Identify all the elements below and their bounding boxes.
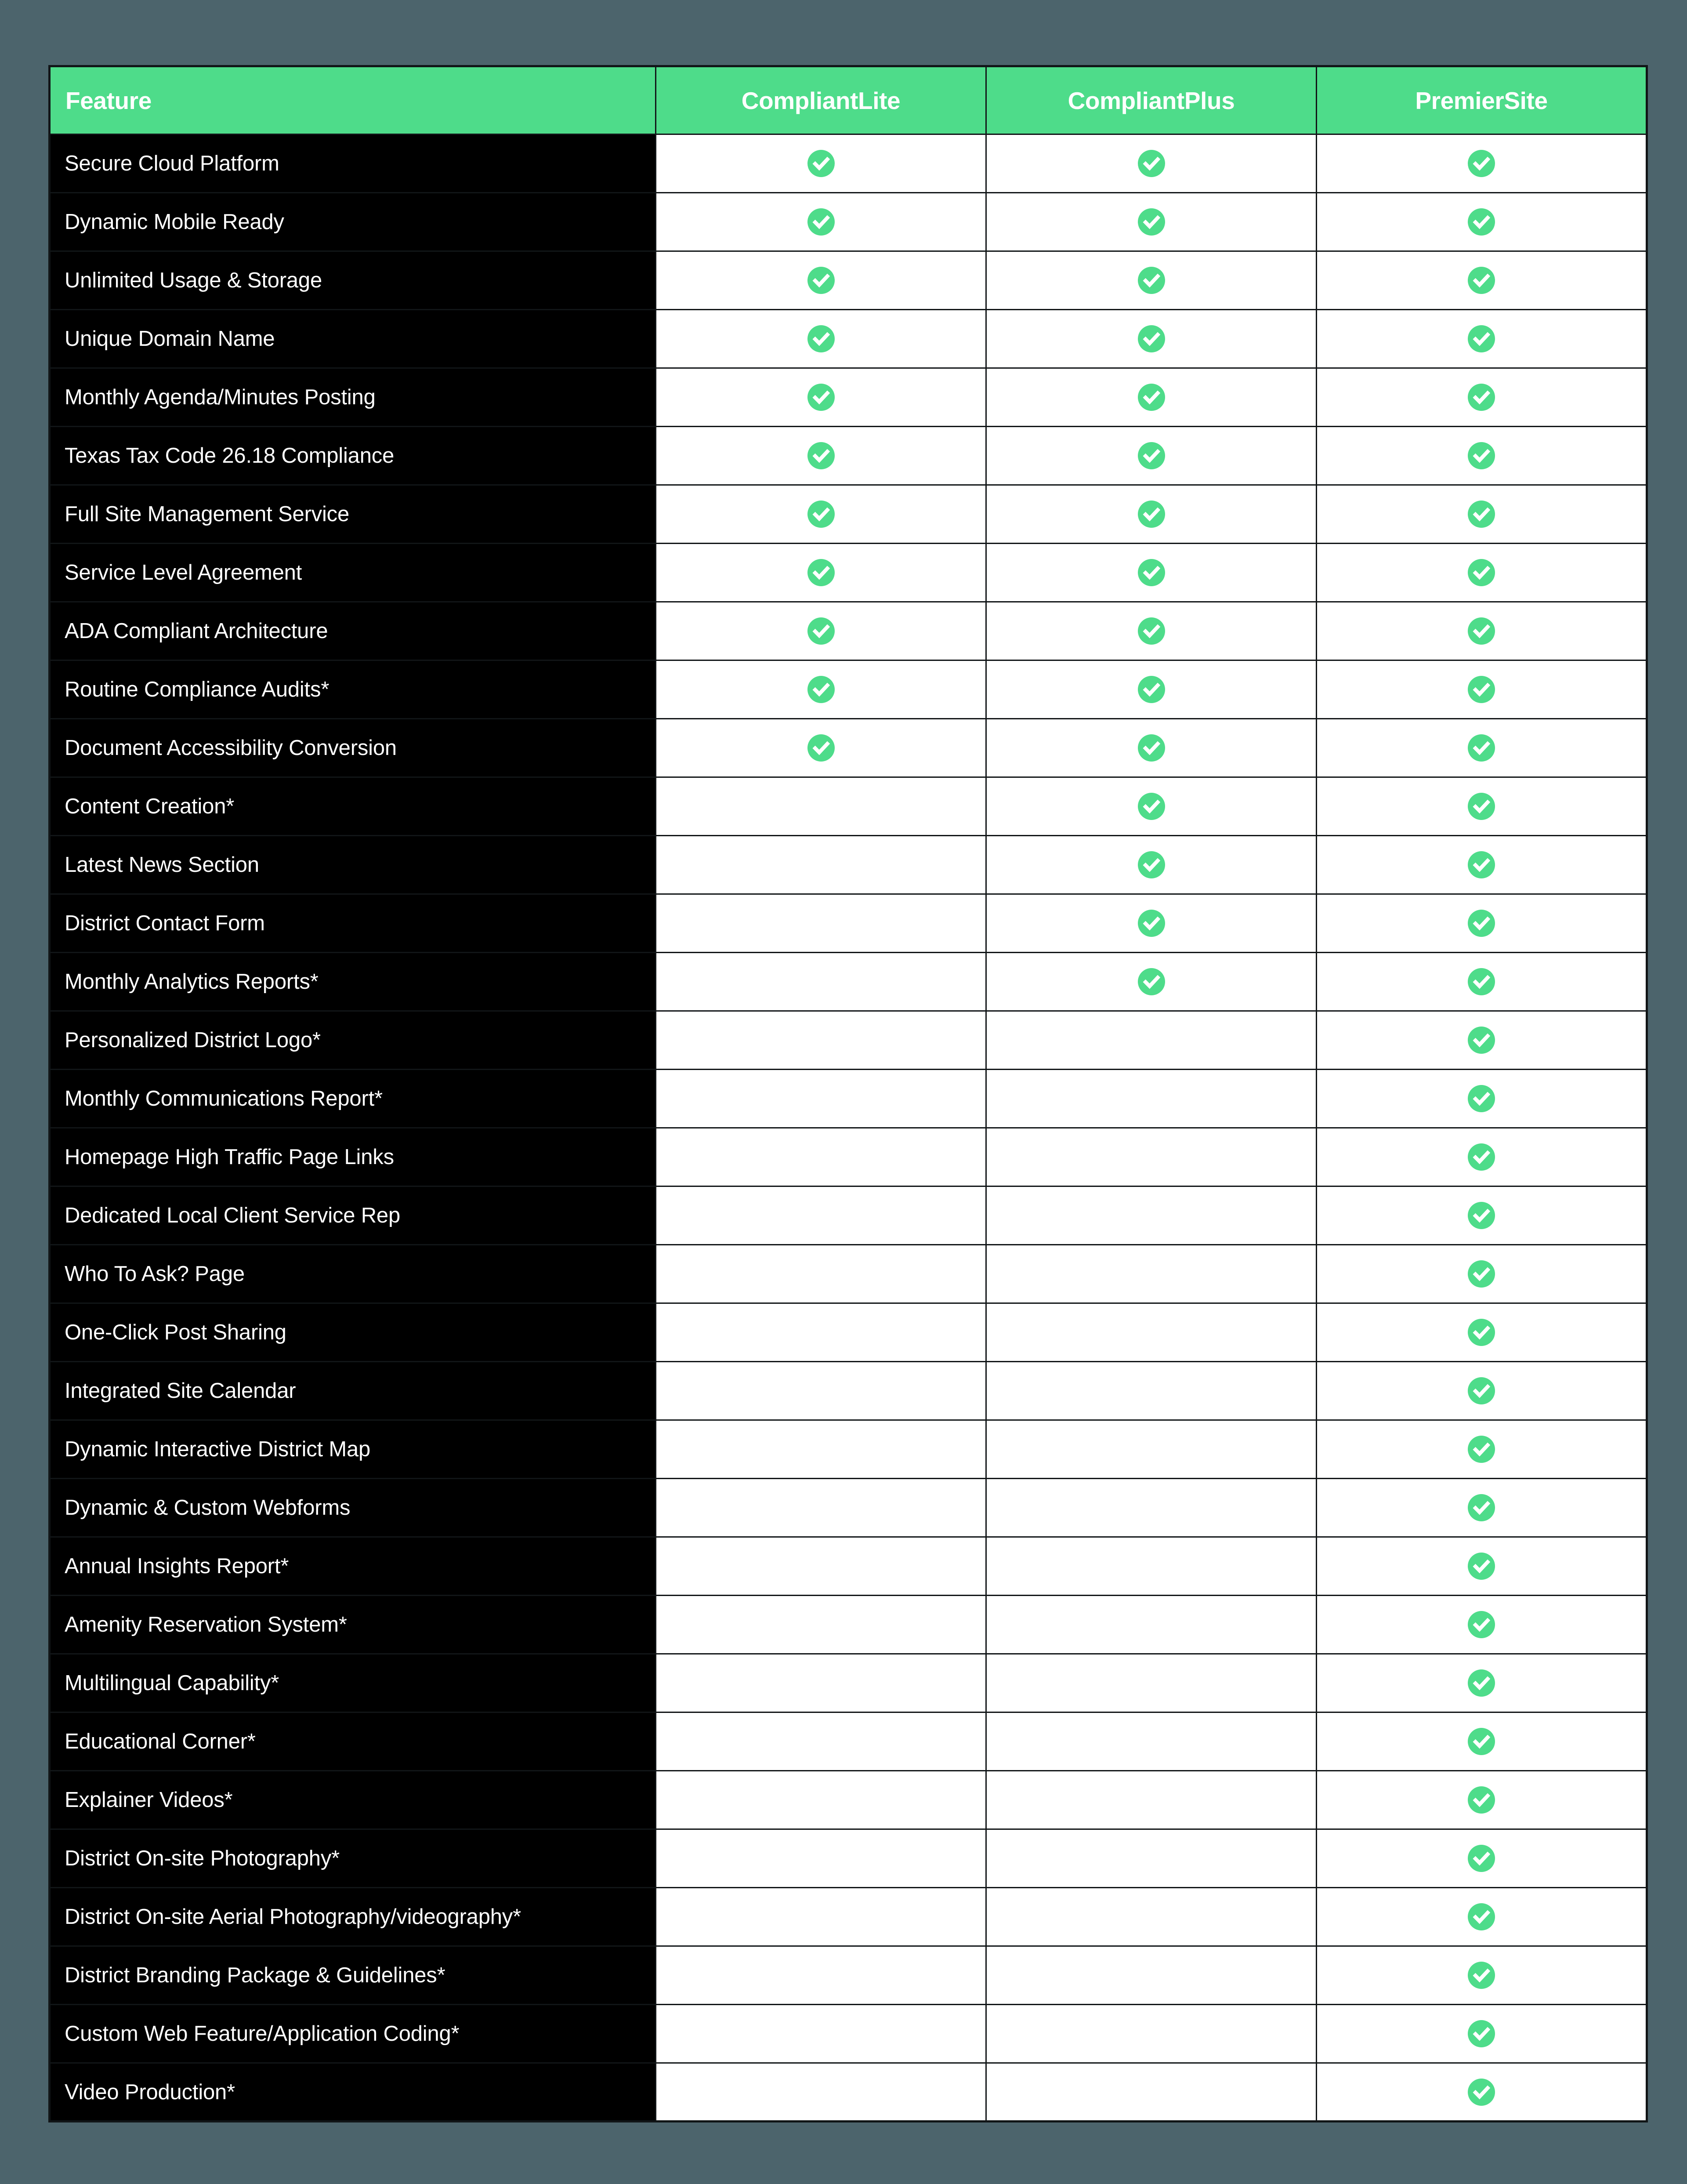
- check-circle-icon: [1468, 1962, 1495, 1989]
- availability-cell-compliantlite: [656, 1596, 986, 1654]
- check-circle-icon: [1468, 267, 1495, 294]
- availability-cell-compliantlite: [656, 544, 986, 602]
- availability-cell-compliantplus: [986, 1888, 1317, 1946]
- table-row: [50, 1479, 1647, 1537]
- table-row: [50, 953, 1647, 1011]
- availability-cell-compliantplus: [986, 1070, 1317, 1128]
- table-row: [50, 251, 1647, 310]
- table-row: [50, 485, 1647, 544]
- table-row: [50, 836, 1647, 894]
- check-circle-icon: [1468, 1143, 1495, 1171]
- availability-cell-compliantlite: [656, 1420, 986, 1479]
- check-circle-icon: [807, 559, 835, 586]
- feature-label-cell: District On-site Photography*: [50, 1829, 656, 1888]
- table-row: [50, 894, 1647, 953]
- check-circle-icon: [807, 384, 835, 411]
- feature-label-cell: Monthly Agenda/Minutes Posting: [50, 368, 656, 427]
- check-circle-icon: [807, 267, 835, 294]
- availability-cell-compliantlite: [656, 1712, 986, 1771]
- availability-cell-premiersite: [1317, 427, 1647, 485]
- availability-cell-premiersite: [1317, 894, 1647, 953]
- availability-cell-premiersite: [1317, 2063, 1647, 2122]
- column-header-premiersite: PremierSite: [1317, 66, 1647, 134]
- check-circle-icon: [1468, 150, 1495, 177]
- availability-cell-compliantlite: [656, 1946, 986, 2005]
- check-circle-icon: [807, 150, 835, 177]
- check-circle-icon: [1468, 617, 1495, 645]
- availability-cell-premiersite: [1317, 1070, 1647, 1128]
- availability-cell-premiersite: [1317, 1128, 1647, 1186]
- table-row: [50, 1712, 1647, 1771]
- check-circle-icon: [1468, 2079, 1495, 2106]
- feature-label-cell: Multilingual Capability*: [50, 1654, 656, 1712]
- availability-cell-premiersite: [1317, 1245, 1647, 1303]
- comparison-table-container: [48, 65, 1646, 2122]
- availability-cell-compliantplus: [986, 310, 1317, 368]
- check-circle-icon: [1468, 325, 1495, 352]
- availability-cell-compliantplus: [986, 134, 1317, 193]
- availability-cell-compliantplus: [986, 2063, 1317, 2122]
- availability-cell-premiersite: [1317, 1186, 1647, 1245]
- availability-cell-compliantplus: [986, 836, 1317, 894]
- availability-cell-compliantlite: [656, 777, 986, 836]
- feature-label-cell: Monthly Communications Report*: [50, 1070, 656, 1128]
- availability-cell-compliantlite: [656, 894, 986, 953]
- table-row: [50, 1420, 1647, 1479]
- check-circle-icon: [1468, 1377, 1495, 1404]
- availability-cell-compliantplus: [986, 1420, 1317, 1479]
- check-circle-icon: [1468, 1027, 1495, 1054]
- table-row: [50, 544, 1647, 602]
- feature-label-cell: Secure Cloud Platform: [50, 134, 656, 193]
- check-circle-icon: [1138, 851, 1165, 878]
- check-circle-icon: [1468, 1669, 1495, 1697]
- check-circle-icon: [807, 442, 835, 469]
- availability-cell-compliantlite: [656, 1070, 986, 1128]
- check-circle-icon: [1138, 676, 1165, 703]
- feature-label-cell: Monthly Analytics Reports*: [50, 953, 656, 1011]
- header-row: [50, 66, 1647, 134]
- availability-cell-compliantlite: [656, 1654, 986, 1712]
- check-circle-icon: [1138, 559, 1165, 586]
- table-row: [50, 368, 1647, 427]
- availability-cell-compliantplus: [986, 894, 1317, 953]
- check-circle-icon: [1468, 910, 1495, 937]
- availability-cell-compliantlite: [656, 1303, 986, 1362]
- table-header: [50, 66, 1647, 134]
- check-circle-icon: [1138, 501, 1165, 528]
- availability-cell-premiersite: [1317, 660, 1647, 719]
- table-row: [50, 2005, 1647, 2063]
- availability-cell-compliantplus: [986, 1128, 1317, 1186]
- availability-cell-compliantlite: [656, 602, 986, 660]
- table-row: [50, 134, 1647, 193]
- check-circle-icon: [1468, 1553, 1495, 1580]
- availability-cell-premiersite: [1317, 368, 1647, 427]
- feature-label-cell: One-Click Post Sharing: [50, 1303, 656, 1362]
- availability-cell-premiersite: [1317, 251, 1647, 310]
- availability-cell-premiersite: [1317, 544, 1647, 602]
- availability-cell-premiersite: [1317, 777, 1647, 836]
- check-circle-icon: [1468, 442, 1495, 469]
- check-circle-icon: [1468, 1903, 1495, 1930]
- availability-cell-premiersite: [1317, 193, 1647, 251]
- check-circle-icon: [807, 617, 835, 645]
- availability-cell-compliantlite: [656, 1362, 986, 1420]
- feature-label-cell: Amenity Reservation System*: [50, 1596, 656, 1654]
- check-circle-icon: [1468, 501, 1495, 528]
- feature-label-cell: Unique Domain Name: [50, 310, 656, 368]
- availability-cell-compliantplus: [986, 1654, 1317, 1712]
- availability-cell-compliantplus: [986, 719, 1317, 777]
- feature-label-cell: Custom Web Feature/Application Coding*: [50, 2005, 656, 2063]
- feature-label-cell: Texas Tax Code 26.18 Compliance: [50, 427, 656, 485]
- feature-label-cell: Dedicated Local Client Service Rep: [50, 1186, 656, 1245]
- table-row: [50, 427, 1647, 485]
- check-circle-icon: [1468, 968, 1495, 995]
- availability-cell-compliantlite: [656, 251, 986, 310]
- availability-cell-compliantlite: [656, 836, 986, 894]
- availability-cell-compliantplus: [986, 544, 1317, 602]
- check-circle-icon: [1138, 208, 1165, 236]
- check-circle-icon: [1468, 676, 1495, 703]
- availability-cell-premiersite: [1317, 1011, 1647, 1070]
- availability-cell-compliantplus: [986, 1186, 1317, 1245]
- availability-cell-premiersite: [1317, 953, 1647, 1011]
- availability-cell-premiersite: [1317, 1888, 1647, 1946]
- availability-cell-compliantlite: [656, 368, 986, 427]
- availability-cell-compliantplus: [986, 1712, 1317, 1771]
- feature-label-cell: Dynamic Mobile Ready: [50, 193, 656, 251]
- check-circle-icon: [1138, 968, 1165, 995]
- availability-cell-compliantlite: [656, 2005, 986, 2063]
- table-row: [50, 1946, 1647, 2005]
- availability-cell-premiersite: [1317, 1654, 1647, 1712]
- check-circle-icon: [1468, 1202, 1495, 1229]
- check-circle-icon: [1468, 1845, 1495, 1872]
- availability-cell-compliantplus: [986, 602, 1317, 660]
- check-circle-icon: [1138, 150, 1165, 177]
- feature-label-cell: Latest News Section: [50, 836, 656, 894]
- availability-cell-premiersite: [1317, 1420, 1647, 1479]
- availability-cell-compliantlite: [656, 1479, 986, 1537]
- availability-cell-premiersite: [1317, 2005, 1647, 2063]
- table-row: [50, 1596, 1647, 1654]
- check-circle-icon: [1138, 267, 1165, 294]
- availability-cell-premiersite: [1317, 1303, 1647, 1362]
- feature-label-cell: Unlimited Usage & Storage: [50, 251, 656, 310]
- availability-cell-compliantlite: [656, 1128, 986, 1186]
- check-circle-icon: [1468, 559, 1495, 586]
- table-row: [50, 777, 1647, 836]
- check-circle-icon: [1468, 1611, 1495, 1638]
- availability-cell-compliantplus: [986, 2005, 1317, 2063]
- check-circle-icon: [1468, 1728, 1495, 1755]
- check-circle-icon: [1468, 1260, 1495, 1288]
- feature-label-cell: Service Level Agreement: [50, 544, 656, 602]
- availability-cell-compliantplus: [986, 1245, 1317, 1303]
- availability-cell-compliantlite: [656, 2063, 986, 2122]
- table-row: [50, 1186, 1647, 1245]
- availability-cell-compliantplus: [986, 193, 1317, 251]
- availability-cell-premiersite: [1317, 1362, 1647, 1420]
- feature-label-cell: ADA Compliant Architecture: [50, 602, 656, 660]
- availability-cell-premiersite: [1317, 1479, 1647, 1537]
- table-row: [50, 1771, 1647, 1829]
- availability-cell-premiersite: [1317, 1712, 1647, 1771]
- feature-label-cell: District Contact Form: [50, 894, 656, 953]
- availability-cell-compliantlite: [656, 953, 986, 1011]
- availability-cell-compliantplus: [986, 777, 1317, 836]
- availability-cell-compliantplus: [986, 660, 1317, 719]
- check-circle-icon: [1468, 1085, 1495, 1112]
- availability-cell-compliantplus: [986, 1829, 1317, 1888]
- availability-cell-compliantlite: [656, 1829, 986, 1888]
- feature-label-cell: Document Accessibility Conversion: [50, 719, 656, 777]
- feature-label-cell: District Branding Package & Guidelines*: [50, 1946, 656, 2005]
- availability-cell-compliantlite: [656, 134, 986, 193]
- availability-cell-premiersite: [1317, 134, 1647, 193]
- feature-comparison-table: [48, 65, 1648, 2122]
- table-row: [50, 2063, 1647, 2122]
- availability-cell-compliantplus: [986, 485, 1317, 544]
- availability-cell-compliantlite: [656, 1011, 986, 1070]
- feature-label-cell: Dynamic & Custom Webforms: [50, 1479, 656, 1537]
- table-row: [50, 1537, 1647, 1596]
- feature-label-cell: Who To Ask? Page: [50, 1245, 656, 1303]
- check-circle-icon: [807, 208, 835, 236]
- availability-cell-compliantplus: [986, 1479, 1317, 1537]
- availability-cell-compliantlite: [656, 427, 986, 485]
- table-row: [50, 1654, 1647, 1712]
- table-row: [50, 660, 1647, 719]
- check-circle-icon: [1468, 1436, 1495, 1463]
- table-row: [50, 1011, 1647, 1070]
- feature-label-cell: Personalized District Logo*: [50, 1011, 656, 1070]
- availability-cell-premiersite: [1317, 602, 1647, 660]
- check-circle-icon: [1468, 384, 1495, 411]
- table-row: [50, 1303, 1647, 1362]
- check-circle-icon: [1468, 2020, 1495, 2047]
- availability-cell-compliantlite: [656, 1771, 986, 1829]
- check-circle-icon: [1138, 910, 1165, 937]
- column-header-feature: Feature: [50, 66, 656, 134]
- column-header-compliantplus: CompliantPlus: [986, 66, 1317, 134]
- availability-cell-compliantlite: [656, 485, 986, 544]
- availability-cell-compliantplus: [986, 1303, 1317, 1362]
- feature-label-cell: Content Creation*: [50, 777, 656, 836]
- check-circle-icon: [1468, 1319, 1495, 1346]
- availability-cell-compliantplus: [986, 1946, 1317, 2005]
- feature-label-cell: Full Site Management Service: [50, 485, 656, 544]
- availability-cell-premiersite: [1317, 1771, 1647, 1829]
- check-circle-icon: [1138, 384, 1165, 411]
- availability-cell-compliantlite: [656, 193, 986, 251]
- availability-cell-compliantlite: [656, 310, 986, 368]
- check-circle-icon: [1138, 617, 1165, 645]
- table-row: [50, 1362, 1647, 1420]
- feature-label-cell: Dynamic Interactive District Map: [50, 1420, 656, 1479]
- availability-cell-compliantlite: [656, 719, 986, 777]
- check-circle-icon: [1468, 734, 1495, 762]
- availability-cell-premiersite: [1317, 1596, 1647, 1654]
- feature-label-cell: Integrated Site Calendar: [50, 1362, 656, 1420]
- availability-cell-compliantplus: [986, 1537, 1317, 1596]
- check-circle-icon: [1138, 793, 1165, 820]
- feature-label-cell: Annual Insights Report*: [50, 1537, 656, 1596]
- check-circle-icon: [807, 676, 835, 703]
- check-circle-icon: [807, 325, 835, 352]
- table-row: [50, 310, 1647, 368]
- availability-cell-compliantlite: [656, 1888, 986, 1946]
- feature-label-cell: Educational Corner*: [50, 1712, 656, 1771]
- availability-cell-compliantlite: [656, 660, 986, 719]
- table-row: [50, 1888, 1647, 1946]
- column-header-compliantlite: CompliantLite: [656, 66, 986, 134]
- feature-label-cell: District On-site Aerial Photography/videography*: [50, 1888, 656, 1946]
- availability-cell-premiersite: [1317, 310, 1647, 368]
- table-row: [50, 602, 1647, 660]
- feature-label-cell: Homepage High Traffic Page Links: [50, 1128, 656, 1186]
- availability-cell-compliantlite: [656, 1537, 986, 1596]
- feature-label-cell: Routine Compliance Audits*: [50, 660, 656, 719]
- availability-cell-compliantplus: [986, 251, 1317, 310]
- check-circle-icon: [807, 734, 835, 762]
- availability-cell-premiersite: [1317, 1537, 1647, 1596]
- availability-cell-premiersite: [1317, 485, 1647, 544]
- availability-cell-compliantplus: [986, 1362, 1317, 1420]
- table-row: [50, 1070, 1647, 1128]
- availability-cell-premiersite: [1317, 1946, 1647, 2005]
- availability-cell-premiersite: [1317, 836, 1647, 894]
- availability-cell-premiersite: [1317, 1829, 1647, 1888]
- check-circle-icon: [1138, 325, 1165, 352]
- check-circle-icon: [807, 501, 835, 528]
- table-body: [50, 134, 1647, 2122]
- availability-cell-premiersite: [1317, 719, 1647, 777]
- check-circle-icon: [1468, 793, 1495, 820]
- availability-cell-compliantplus: [986, 953, 1317, 1011]
- feature-label-cell: Video Production*: [50, 2063, 656, 2122]
- table-row: [50, 1245, 1647, 1303]
- check-circle-icon: [1468, 851, 1495, 878]
- availability-cell-compliantplus: [986, 427, 1317, 485]
- table-row: [50, 1128, 1647, 1186]
- check-circle-icon: [1468, 208, 1495, 236]
- availability-cell-compliantlite: [656, 1245, 986, 1303]
- table-row: [50, 193, 1647, 251]
- table-row: [50, 719, 1647, 777]
- check-circle-icon: [1138, 442, 1165, 469]
- feature-label-cell: Explainer Videos*: [50, 1771, 656, 1829]
- check-circle-icon: [1468, 1494, 1495, 1521]
- availability-cell-compliantplus: [986, 1011, 1317, 1070]
- availability-cell-compliantplus: [986, 1596, 1317, 1654]
- table-row: [50, 1829, 1647, 1888]
- availability-cell-compliantlite: [656, 1186, 986, 1245]
- check-circle-icon: [1138, 734, 1165, 762]
- check-circle-icon: [1468, 1786, 1495, 1814]
- availability-cell-compliantplus: [986, 368, 1317, 427]
- availability-cell-compliantplus: [986, 1771, 1317, 1829]
